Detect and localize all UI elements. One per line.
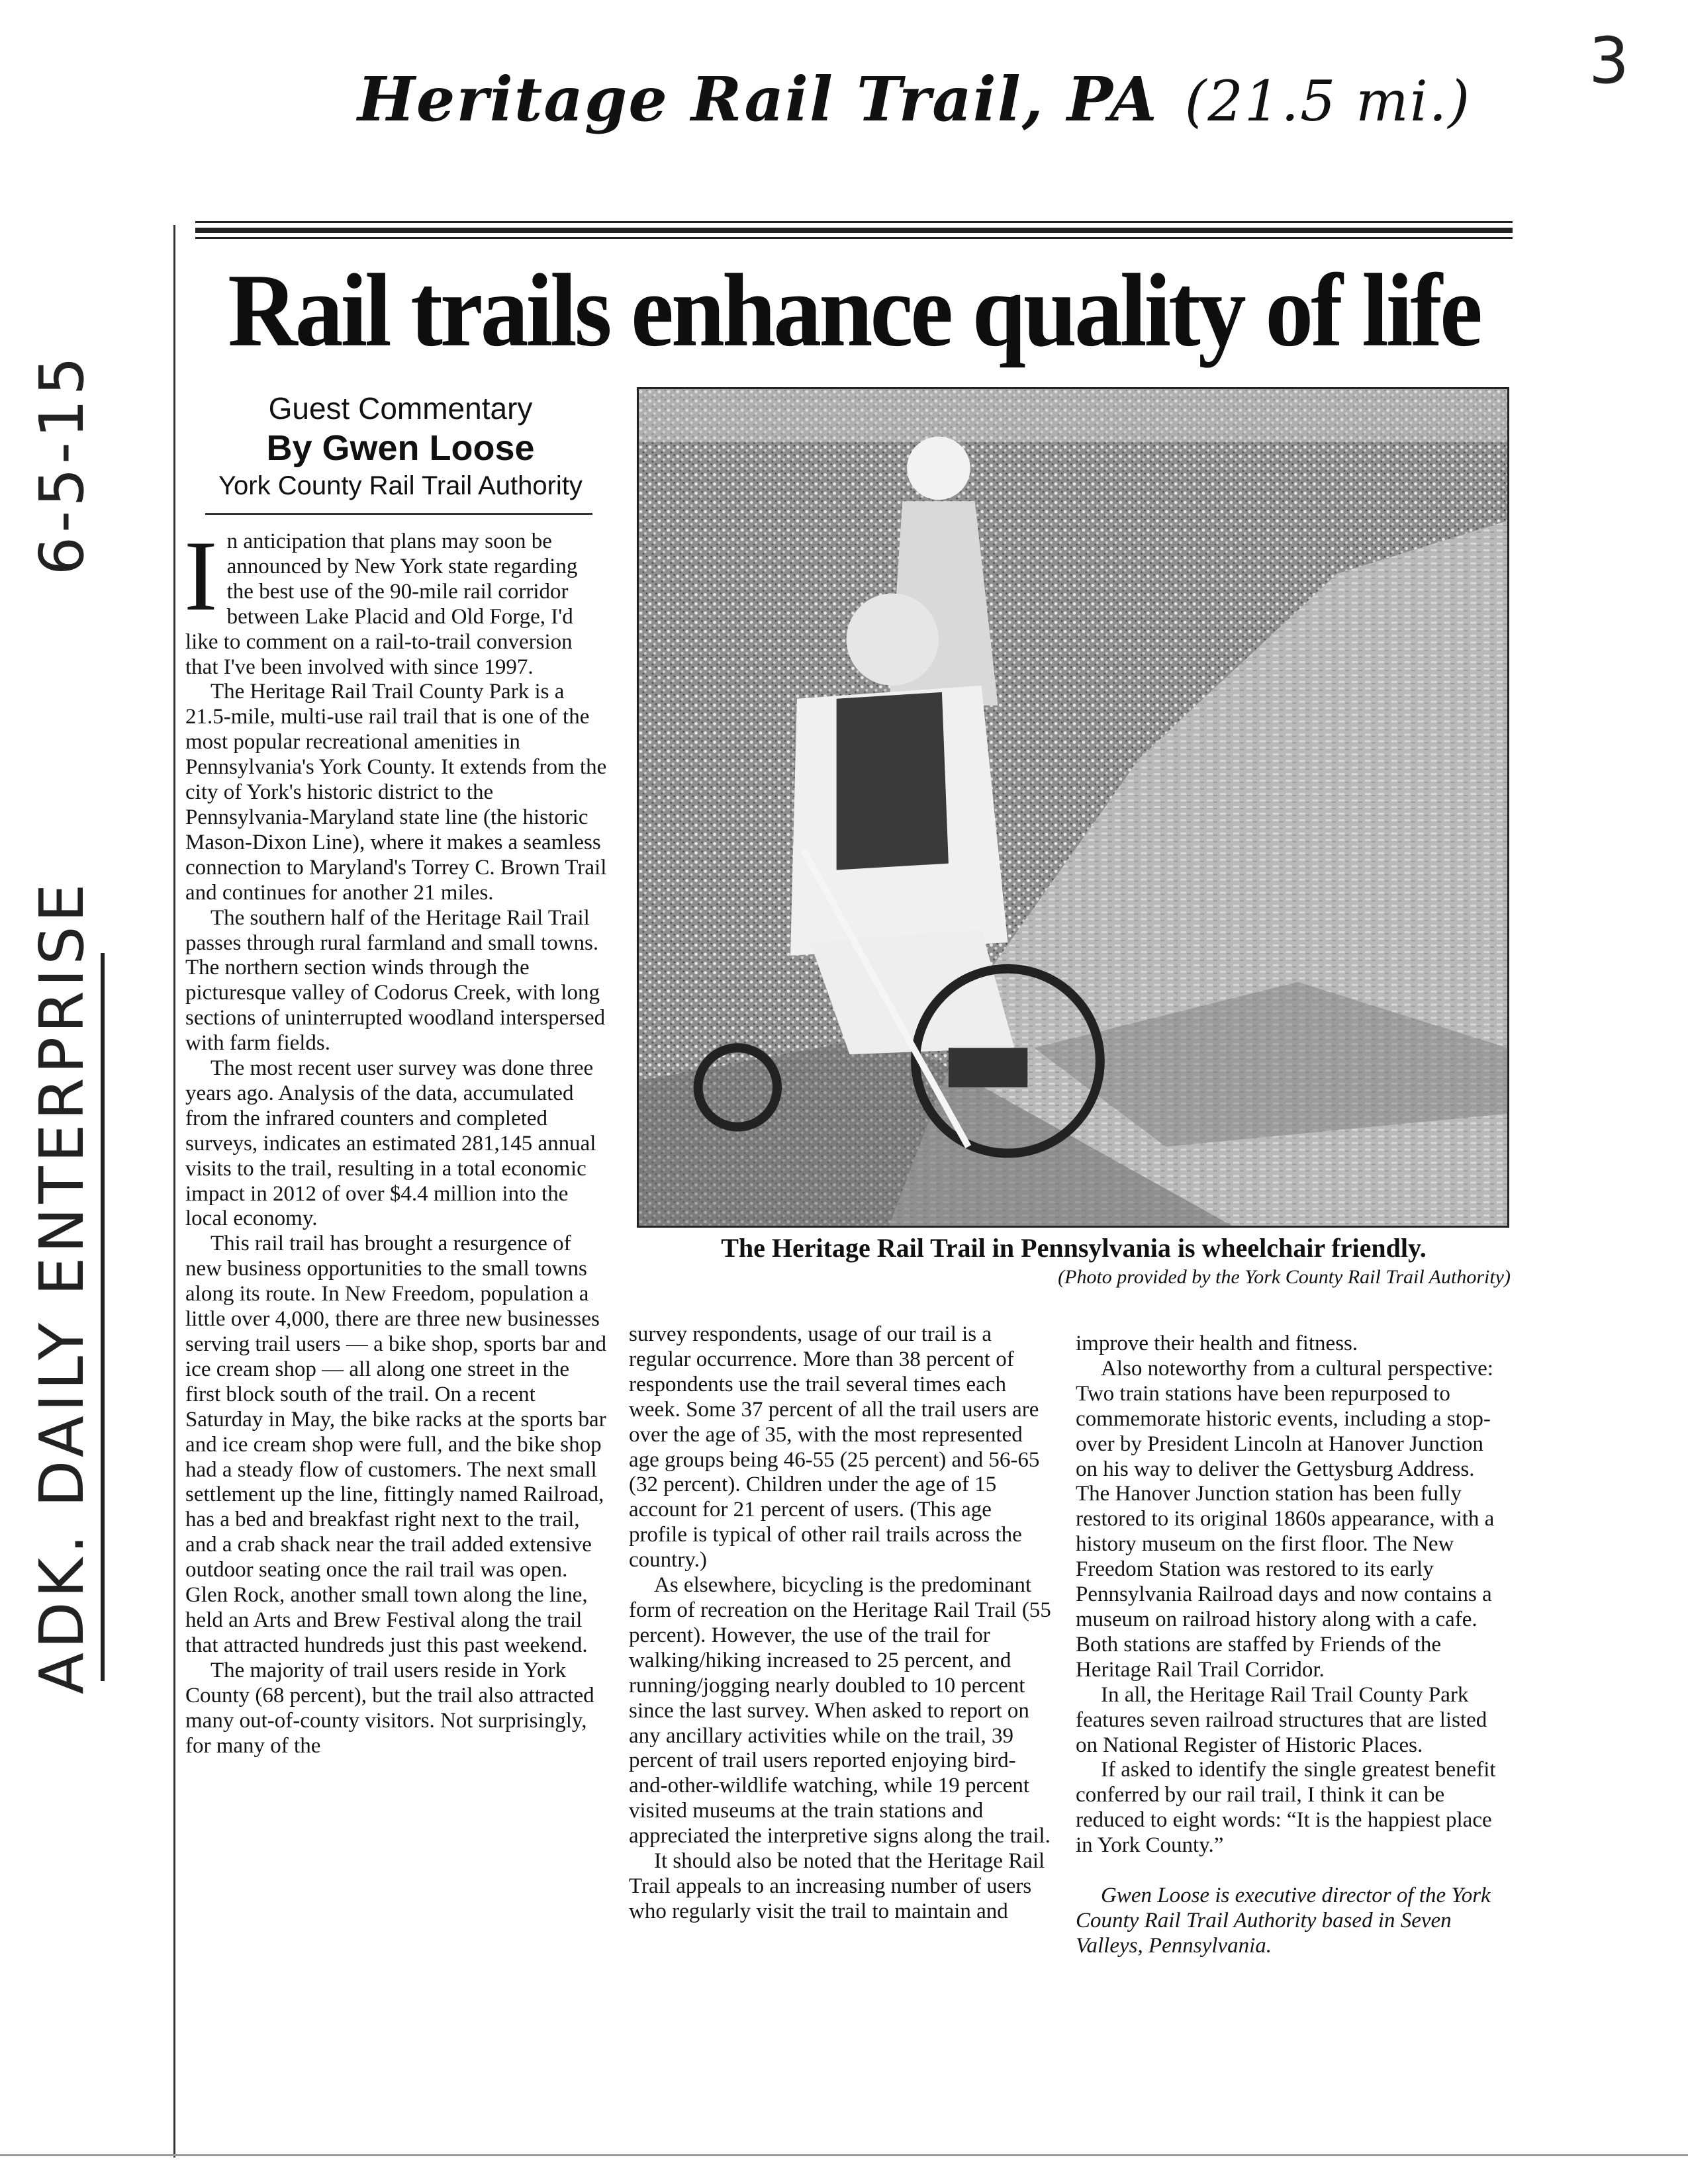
caption-text: The Heritage Rail Trail in Pennsylvania is wheelchair friendly. [721, 1233, 1427, 1263]
photo-illustration [639, 389, 1507, 1226]
trail-distance: (21.5 mi.) [1184, 69, 1472, 134]
byline [189, 389, 612, 503]
paragraph-continued: survey respondents, usage of our trail is a regular occurrence. More than 38 percent of respondents use the trail several times each week. Some 37 percent of all the trail users are over the age of 35, with the most represented age groups being 46-55 (25 percent) and 56-65 (32 percent). Children under the age of 15 account for 21 percent of users. (This age profile is typical of other rail trails across the country.) [629, 1322, 1040, 1572]
source-underline [101, 953, 105, 1681]
paragraph: The most recent user survey was done three years ago. Analysis of the data, accumulated from the infrared counters and completed surveys, indicates an estimated 281,145 annual visits to the trail, resulting in a total economic impact in 2012 of over $4.4 million into the local economy. [185, 1056, 596, 1231]
paragraph: The majority of trail users reside in York County (68 percent), but the trail also attracted many out-of-county visitors. Not surprisingly, for many of the [185, 1658, 594, 1758]
photo-caption [637, 1232, 1511, 1291]
page-bottom-edge [0, 2154, 1688, 2156]
paragraph: The southern half of the Heritage Rail Trail passes through rural farmland and small towns. The northern section winds through the picturesque valley of Codorus Creek, with long sections of uninterrupted woodland interspersed with farm fields. [185, 905, 606, 1056]
paragraph-continued: improve their health and fitness. [1076, 1332, 1358, 1355]
kicker: Guest Commentary [268, 391, 533, 426]
paragraph: In all, the Heritage Rail Trail County Park features seven railroad structures that are listed on National Register of Historic Places. [1076, 1682, 1487, 1757]
rule-thin-bottom [195, 237, 1513, 239]
clipping-title [357, 64, 1483, 135]
paragraph: This rail trail has brought a resurgence of new business opportunities to the small towns along its route. In New Freedom, population a little over 4,000, there are three new businesses serving trail users — a bike shop, sports bar and ice cream shop — all along one street in the first block south of the trail. On a recent Saturday in May, the bike racks at the sports bar and ice cream shop were full, and the bike shop had a steady flow of customers. The next small settlement up the line, fittingly named Railroad, has a bed and breakfast right next to the trail, and a crab shack near the trail added extensive outdoor seating once the rail trail was open. Glen Rock, another small town along the line, held an Arts and Brew Festival along the trail that attracted hundreds just this past weekend. [185, 1232, 607, 1657]
drop-cap: I [184, 520, 218, 631]
paragraph: The Heritage Rail Trail County Park is a 21.5-mile, multi-use rail trail that is one of the most popular recreational amenities in Pennsylvania's York County. It extends from the city of York's historic district to the Pennsylvania-Maryland state line (the historic Mason-Dixon Line), where it makes a seamless connection to Maryland's Torrey C. Brown Trail and continues for another 21 miles. [185, 680, 607, 905]
author-bio [1076, 1884, 1506, 1959]
paragraph: As elsewhere, bicycling is the predominant form of recreation on the Heritage Rail Trail (55 percent). However, the use of the trail for walking/hiking increased to 25 percent, and running/jogging nearly doubled to 10 percent since the last survey. When asked to report on any ancillary activities while on the trail, 39 percent of trail users reported enjoying bird-and-other-wildlife watching, while 19 percent visited museums at the train stations and appreciated the interpretive signs along the trail. [629, 1573, 1051, 1848]
source-newspaper: ADK. DAILY ENTERPRISE [26, 880, 97, 1694]
headline: Rail trails enhance quality of life [228, 252, 1480, 369]
source-annotation [26, 352, 97, 1694]
author-bio-text: Gwen Loose is executive director of the York County Rail Trail Authority based in Seven Valleys, Pennsylvania. [1076, 1884, 1491, 1958]
article-column-3 [1076, 1332, 1506, 1959]
trail-photo [637, 387, 1509, 1228]
author-organization: York County Rail Trail Authority [218, 471, 583, 500]
clipping-edge [173, 225, 175, 2158]
trail-name: Heritage Rail Trail, PA [357, 64, 1158, 135]
source-date: 6-5-15 [26, 352, 97, 576]
page-number: 3 [1589, 24, 1630, 98]
byline-rule [205, 513, 592, 515]
article-column-2 [629, 1322, 1053, 1925]
paragraph: If asked to identify the single greatest benefit conferred by our rail trail, I think it can be reduced to eight words: “It is the happiest place in York County.” [1076, 1758, 1496, 1858]
lead-text: n anticipation that plans may soon be announced by New York state regarding the best use of the 90-mile rail corridor between Lake Placid and Old Forge, I'd like to comment on a rail-to-trail conversion that I've been involved with since 1997. [185, 529, 578, 679]
rule-thin-top [195, 221, 1513, 223]
paragraph: Also noteworthy from a cultural perspective: Two train stations have been repurposed to commemorate historic events, including a stop-over by President Lincoln at Hanover Junction on his way to deliver the Gettysburg Address. The Hanover Junction station has been fully restored to its original 1860s appearance, with a history museum on the first floor. The New Freedom Station was restored to its early Pennsylvania Railroad days and now contains a museum on railroad history along with a cafe. Both stations are staffed by Friends of the Heritage Rail Trail Corridor. [1076, 1356, 1495, 1682]
article-column-1 [184, 520, 609, 1758]
paragraph: It should also be noted that the Heritage Rail Trail appeals to an increasing number of users who regularly visit the trail to maintain and [629, 1849, 1045, 1923]
lead-paragraph [184, 520, 609, 680]
rule-thick [195, 228, 1513, 233]
photo-credit: (Photo provided by the York County Rail Trail Authority) [1058, 1266, 1511, 1288]
author-name: By Gwen Loose [266, 428, 535, 468]
